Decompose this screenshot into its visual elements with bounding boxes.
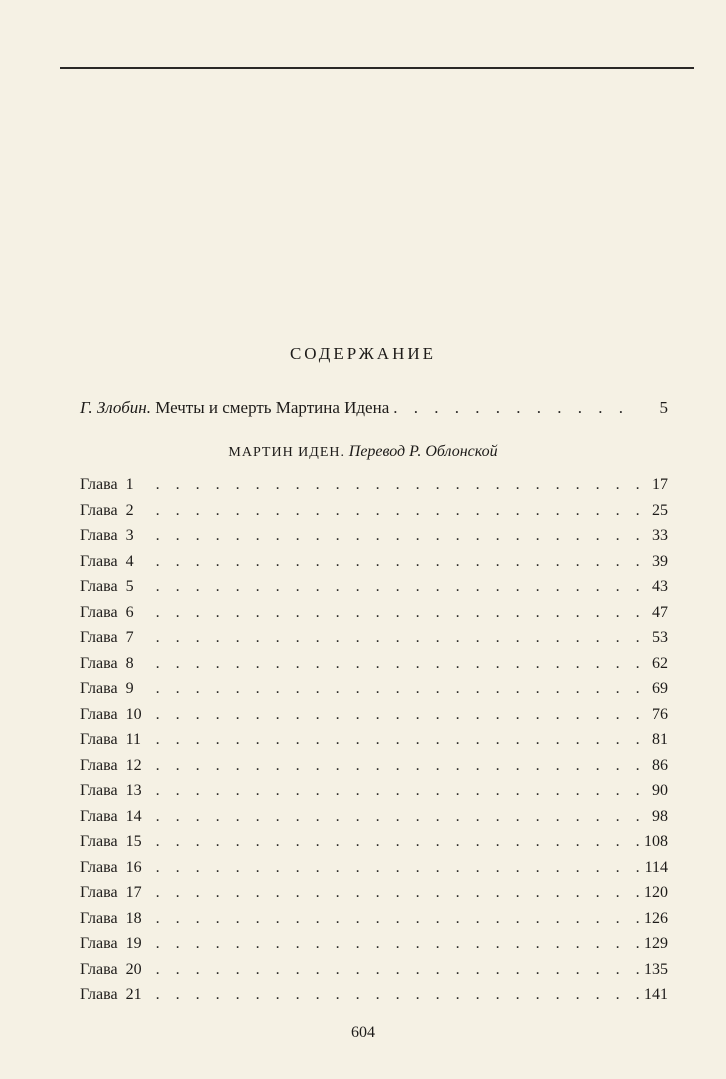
dot-leader [152, 757, 640, 775]
chapter-label [80, 884, 152, 902]
chapter-label [80, 757, 152, 775]
chapter-number: 18 [125, 909, 142, 927]
toc-entry-chapter[interactable] [80, 859, 668, 885]
chapter-word: Глава [80, 476, 118, 493]
chapter-number: 5 [125, 578, 134, 595]
toc-entry-label [80, 398, 389, 418]
chapter-label [80, 706, 152, 724]
chapter-word: Глава [80, 858, 118, 876]
toc-entry-chapter[interactable] [80, 553, 668, 579]
chapter-label [80, 731, 152, 749]
toc-page-number: 108 [644, 833, 668, 850]
dot-leader [152, 476, 640, 494]
toc-page-number: 120 [644, 884, 668, 901]
toc-page-number: 114 [644, 858, 668, 876]
toc-entry-chapter[interactable] [80, 680, 668, 706]
dot-leader [152, 578, 640, 596]
section-work-title: МАРТИН ИДЕН. [228, 445, 346, 460]
chapter-label [80, 808, 152, 826]
chapter-number: 21 [125, 986, 142, 1003]
toc-entry-chapter[interactable] [80, 757, 668, 783]
chapter-word: Глава [80, 833, 118, 850]
chapter-label [80, 655, 152, 673]
chapter-word: Глава [80, 986, 118, 1003]
toc-page-number: 98 [652, 807, 668, 825]
toc-entry-chapter[interactable] [80, 935, 668, 961]
toc-entry-chapter[interactable] [80, 502, 668, 528]
toc-page-number: 129 [644, 935, 668, 952]
chapter-word: Глава [80, 680, 118, 697]
toc-entry-chapter[interactable] [80, 961, 668, 987]
chapter-label [80, 578, 152, 596]
chapter-label [80, 527, 152, 545]
chapter-label [80, 782, 152, 800]
toc-page-number: 5 [659, 398, 668, 417]
toc-entry-chapter[interactable] [80, 808, 668, 834]
toc-entry-chapter[interactable] [80, 884, 668, 910]
dot-leader [389, 398, 640, 418]
chapter-word: Глава [80, 756, 118, 774]
dot-leader [152, 680, 640, 698]
dot-leader [152, 833, 640, 851]
toc-page-number: 25 [652, 501, 668, 519]
dot-leader [152, 859, 640, 877]
toc-page-number: 135 [644, 960, 668, 978]
chapter-number: 14 [125, 807, 142, 825]
toc-page-number: 126 [644, 909, 668, 927]
chapter-number: 20 [125, 960, 142, 978]
chapter-word: Глава [80, 501, 118, 519]
chapter-number: 1 [125, 476, 134, 493]
dot-leader [152, 553, 640, 571]
toc-page-number: 53 [652, 629, 668, 646]
chapter-label [80, 502, 152, 520]
chapter-number: 10 [125, 705, 142, 723]
toc-page-number: 47 [652, 603, 668, 621]
chapter-word: Глава [80, 935, 118, 952]
chapter-number: 7 [125, 629, 134, 646]
dot-leader [152, 604, 640, 622]
toc-entry-chapter[interactable] [80, 476, 668, 502]
dot-leader [152, 910, 640, 928]
chapter-word: Глава [80, 960, 118, 978]
toc-page-number: 141 [644, 986, 668, 1003]
chapter-label [80, 604, 152, 622]
chapter-word: Глава [80, 527, 118, 544]
dot-leader [152, 782, 640, 800]
dot-leader [152, 706, 640, 724]
toc-entry-chapter[interactable] [80, 527, 668, 553]
toc-page-number: 90 [652, 782, 668, 799]
chapter-label [80, 629, 152, 647]
chapter-label [80, 680, 152, 698]
chapter-word: Глава [80, 552, 118, 570]
toc-page-number: 33 [652, 527, 668, 544]
chapter-number: 2 [125, 501, 134, 519]
intro-title: Мечты и смерть Мартина Идена [155, 398, 390, 417]
toc-page-number: 39 [652, 552, 668, 570]
chapter-number: 4 [125, 552, 134, 570]
chapter-number: 8 [125, 654, 134, 672]
toc-page-number: 43 [652, 578, 668, 595]
page-number: 604 [351, 1024, 375, 1041]
dot-leader [152, 655, 640, 673]
chapter-word: Глава [80, 731, 118, 748]
chapter-label [80, 986, 152, 1004]
toc-entry-chapter[interactable] [80, 655, 668, 681]
chapter-word: Глава [80, 807, 118, 825]
toc-entry-chapter[interactable] [80, 706, 668, 732]
chapter-number: 19 [125, 935, 142, 952]
dot-leader [152, 527, 640, 545]
chapter-number: 12 [125, 756, 142, 774]
chapter-label [80, 910, 152, 928]
chapter-number: 11 [125, 731, 141, 748]
chapter-word: Глава [80, 705, 118, 723]
chapter-word: Глава [80, 654, 118, 672]
toc-entry-chapter[interactable] [80, 910, 668, 936]
toc-page-number: 76 [652, 705, 668, 723]
toc-page-number: 86 [652, 756, 668, 774]
toc-page-number: 81 [652, 731, 668, 748]
toc-entry-chapter[interactable] [80, 731, 668, 757]
chapter-number: 16 [125, 858, 142, 876]
chapter-label [80, 833, 152, 851]
section-translator: Перевод Р. Облонской [348, 443, 498, 460]
toc-entry-chapter[interactable] [80, 578, 668, 604]
chapter-list [80, 476, 668, 1012]
dot-leader [152, 629, 640, 647]
chapter-number: 3 [125, 527, 134, 544]
chapter-word: Глава [80, 578, 118, 595]
intro-author: Г. Злобин. [80, 398, 151, 417]
chapter-label [80, 935, 152, 953]
chapter-word: Глава [80, 629, 118, 646]
chapter-label [80, 553, 152, 571]
dot-leader [152, 731, 640, 749]
chapter-label [80, 476, 152, 494]
chapter-number: 17 [125, 884, 142, 901]
chapter-word: Глава [80, 603, 118, 621]
page-title: СОДЕРЖАНИЕ [289, 344, 437, 363]
dot-leader [152, 986, 640, 1004]
chapter-number: 15 [125, 833, 142, 850]
chapter-number: 13 [125, 782, 142, 799]
toc-entry-chapter[interactable] [80, 629, 668, 655]
toc-page-number: 62 [652, 654, 668, 672]
dot-leader [152, 808, 640, 826]
chapter-word: Глава [80, 884, 118, 901]
chapter-label [80, 859, 152, 877]
chapter-number: 6 [125, 603, 134, 621]
chapter-number: 9 [125, 680, 134, 697]
chapter-label [80, 961, 152, 979]
section-heading [0, 443, 726, 461]
toc-entry-introduction[interactable] [80, 398, 668, 420]
toc-page-number: 69 [652, 680, 668, 697]
chapter-word: Глава [80, 909, 118, 927]
dot-leader [152, 884, 640, 902]
dot-leader [152, 961, 640, 979]
toc-entry-chapter[interactable] [80, 833, 668, 859]
toc-page-number: 17 [652, 476, 668, 493]
chapter-word: Глава [80, 782, 118, 799]
toc-entry-chapter[interactable] [80, 782, 668, 808]
toc-entry-chapter[interactable] [80, 604, 668, 630]
toc-entry-chapter[interactable] [80, 986, 668, 1012]
dot-leader [152, 502, 640, 520]
top-rule [60, 67, 694, 69]
dot-leader [152, 935, 640, 953]
